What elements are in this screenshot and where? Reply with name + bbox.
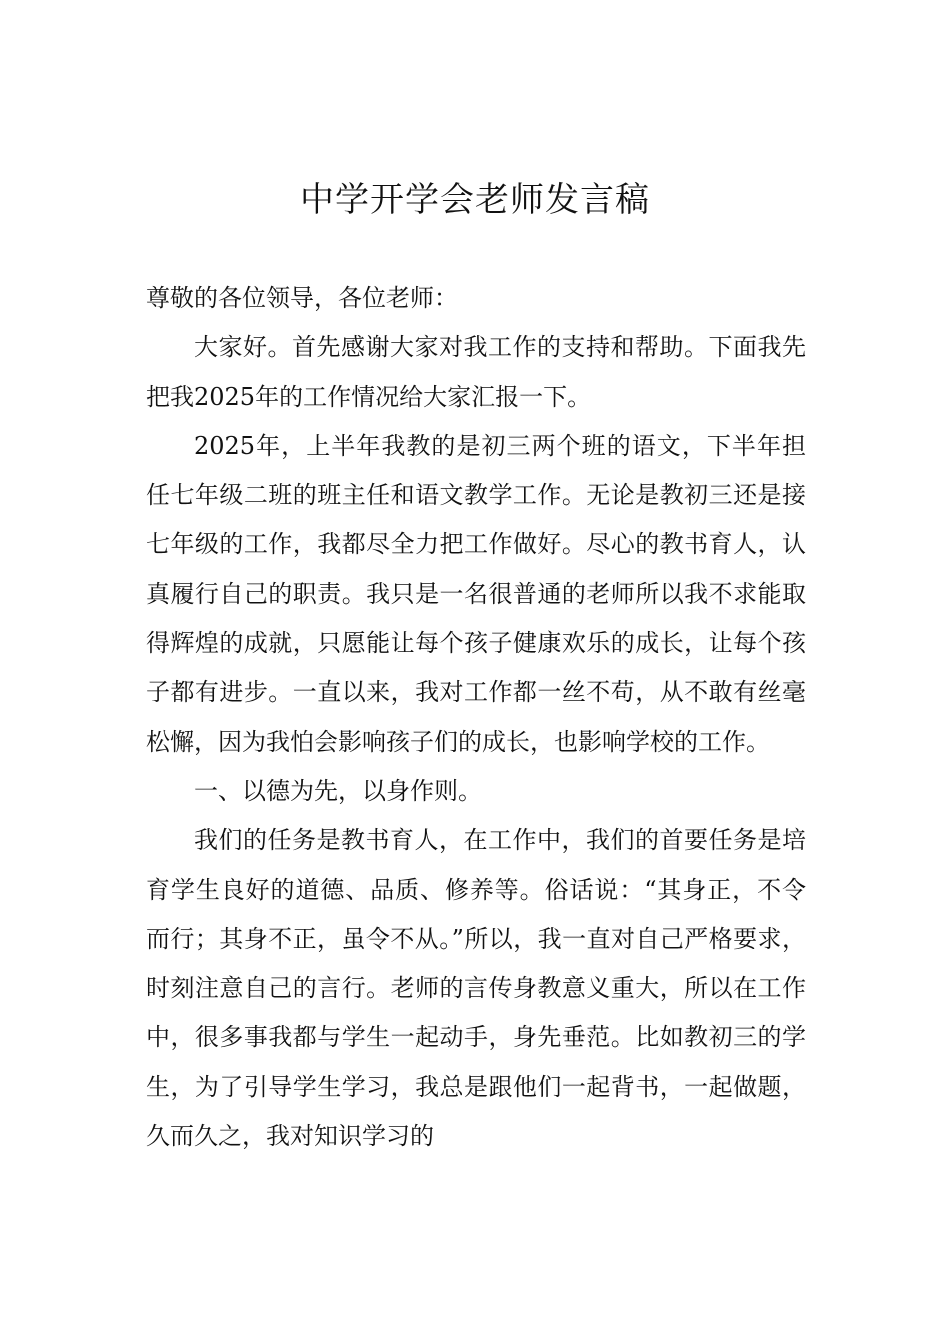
document-title: 中学开学会老师发言稿: [300, 180, 650, 220]
paragraph-1: 大家好。首先感谢大家对我工作的支持和帮助。下面我先把我2025年的工作情况给大家汇报一下。: [146, 333, 806, 411]
paragraph-2: 2025年，上半年我教的是初三两个班的语文，下半年担任七年级二班的班主任和语文教学工作。无论是教初三还是接七年级的工作，我都尽全力把工作做好。尽心的教书育人，认真履行自己的职责。我只是一名很普通的老师所以我不求能取得辉煌的成就，只愿能让每个孩子健康欢乐的成长，让每个孩子都有进步。一直以来，我对工作都一丝不苟，从不敢有丝毫松懈，因为我怕会影响孩子们的成长，也影响学校的工作。: [146, 431, 806, 756]
document-body: [146, 274, 806, 1161]
section-heading-1: 一、以德为先，以身作则。: [194, 776, 482, 805]
salutation: 尊敬的各位领导，各位老师：: [146, 284, 458, 312]
paragraph-3: 我们的任务是教书育人，在工作中，我们的首要任务是培育学生良好的道德、品质、修养等。俗话说：“其身正，不令而行；其身不正，虽令不从。”所以，我一直对自己严格要求，时刻注意自己的言行。老师的言传身教意义重大，所以在工作中，很多事我都与学生一起动手，身先垂范。比如教初三的学生，为了引导学生学习，我总是跟他们一起背书，一起做题，久而久之，我对知识学习的: [146, 826, 806, 1151]
